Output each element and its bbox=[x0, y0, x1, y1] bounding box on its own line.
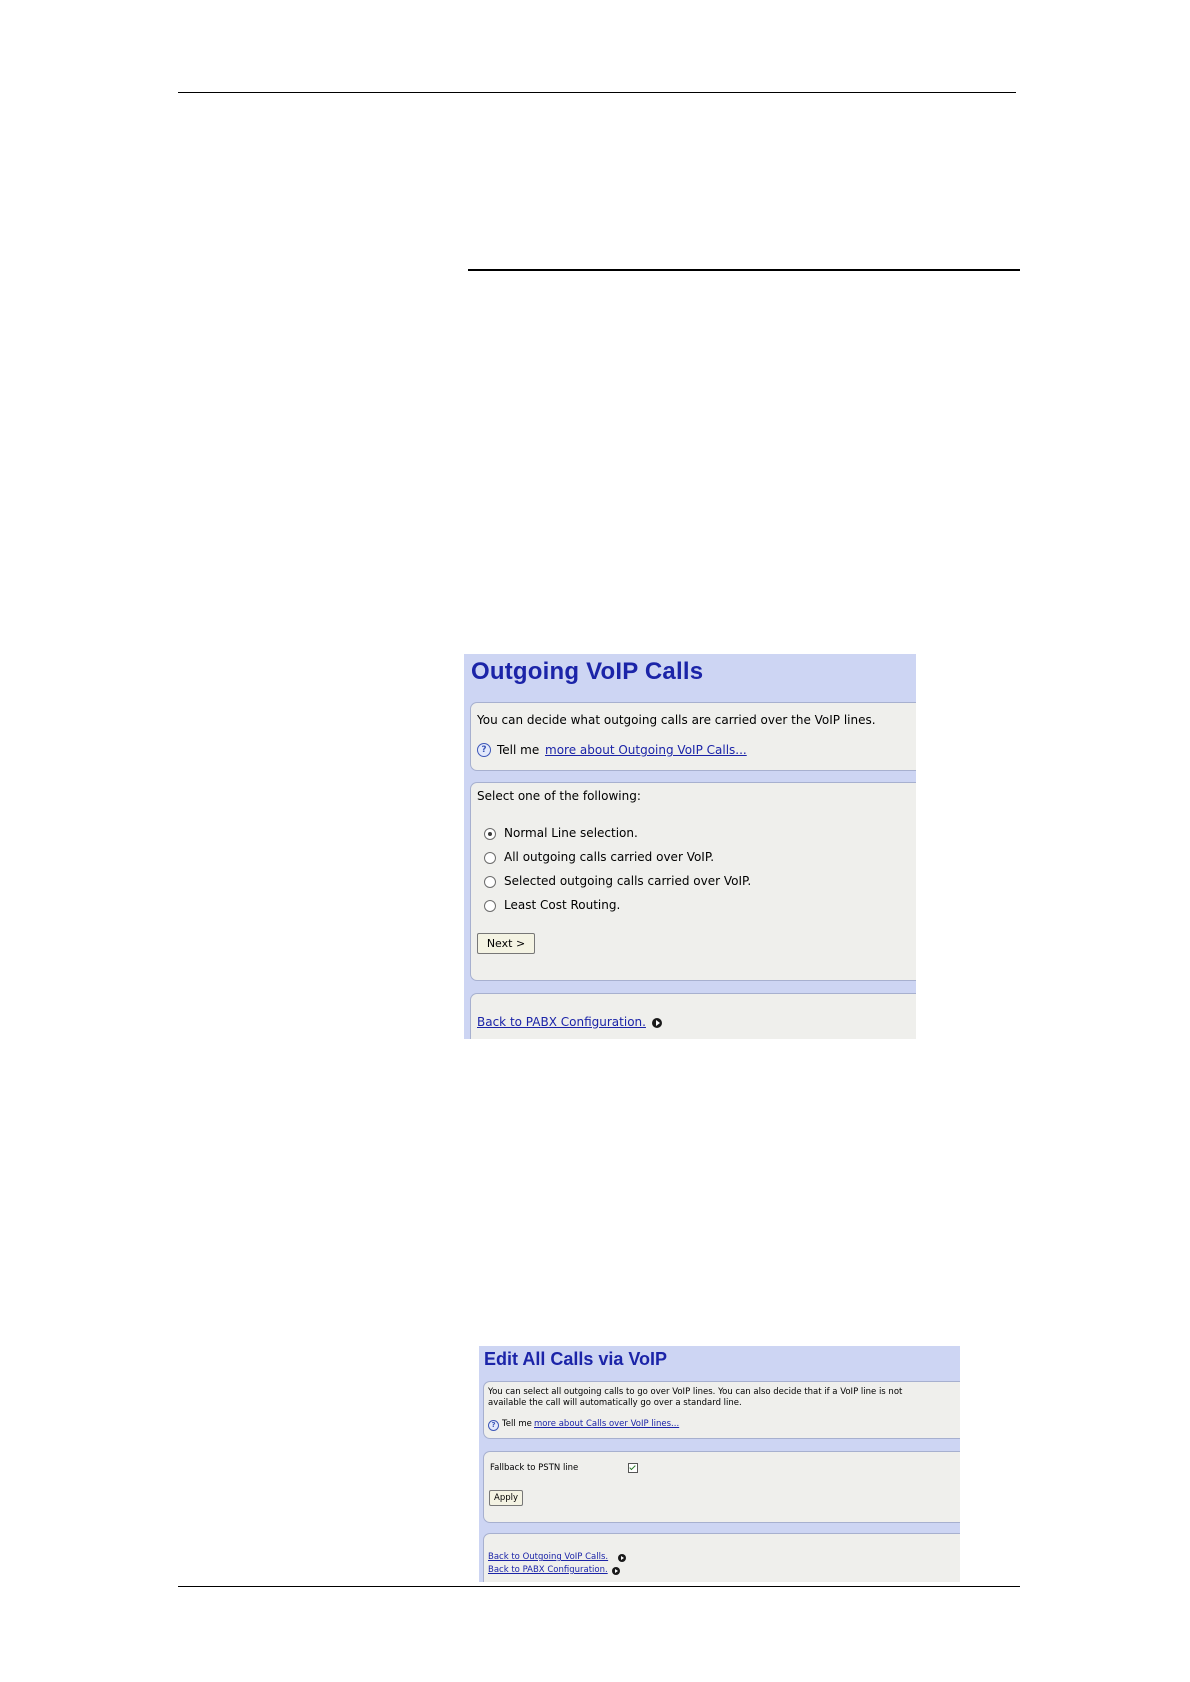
next-button[interactable]: Next > bbox=[477, 933, 535, 954]
help-link[interactable]: more about Outgoing VoIP Calls... bbox=[545, 743, 747, 757]
header-rule bbox=[178, 92, 1016, 93]
help-icon: ? bbox=[488, 1420, 499, 1431]
option-label-all-voip: All outgoing calls carried over VoIP. bbox=[504, 850, 715, 864]
description-panel bbox=[470, 702, 916, 771]
footer-rule bbox=[178, 1586, 1020, 1587]
option-label-selected-voip: Selected outgoing calls carried over VoIP. bbox=[504, 874, 752, 888]
description-panel bbox=[483, 1381, 960, 1439]
back-to-pabx-link[interactable]: Back to PABX Configuration. bbox=[477, 1015, 646, 1029]
option-radio-selected-voip[interactable] bbox=[484, 876, 496, 888]
option-label-least-cost: Least Cost Routing. bbox=[504, 898, 621, 912]
description-text: You can decide what outgoing calls are carried over the VoIP lines. bbox=[477, 713, 876, 727]
settings-panel bbox=[483, 1451, 960, 1523]
section-rule bbox=[468, 269, 1020, 271]
back-to-outgoing-link[interactable]: Back to Outgoing VoIP Calls. bbox=[488, 1552, 609, 1562]
help-link[interactable]: more about Calls over VoIP lines... bbox=[534, 1419, 680, 1429]
option-radio-least-cost[interactable] bbox=[484, 900, 496, 912]
fallback-label: Fallback to PSTN line bbox=[490, 1463, 579, 1473]
outgoing-voip-calls-screenshot bbox=[464, 654, 916, 1039]
page-title: Edit All Calls via VoIP bbox=[484, 1349, 668, 1369]
edit-all-calls-screenshot bbox=[479, 1346, 960, 1582]
description-line-1: You can select all outgoing calls to go over VoIP lines. You can also decide that if a VoIP line is not bbox=[488, 1387, 903, 1397]
navigation-panel bbox=[470, 993, 916, 1039]
help-icon: ? bbox=[477, 743, 491, 757]
description-line-2: available the call will automatically go over a standard line. bbox=[488, 1398, 742, 1408]
navigation-panel bbox=[483, 1533, 960, 1582]
arrow-right-icon bbox=[612, 1567, 620, 1575]
fallback-checkbox[interactable] bbox=[628, 1463, 638, 1473]
arrow-right-icon bbox=[652, 1018, 662, 1028]
options-panel bbox=[470, 782, 916, 981]
page-title: Outgoing VoIP Calls bbox=[471, 658, 704, 685]
back-to-pabx-link[interactable]: Back to PABX Configuration. bbox=[488, 1565, 608, 1575]
help-prefix: Tell me bbox=[497, 743, 540, 757]
option-label-normal: Normal Line selection. bbox=[504, 826, 638, 840]
select-prompt: Select one of the following: bbox=[477, 789, 641, 803]
option-radio-normal[interactable] bbox=[484, 828, 496, 840]
arrow-right-icon bbox=[618, 1554, 626, 1562]
help-prefix: Tell me bbox=[502, 1419, 532, 1429]
option-radio-all-voip[interactable] bbox=[484, 852, 496, 864]
apply-button[interactable]: Apply bbox=[489, 1490, 523, 1506]
